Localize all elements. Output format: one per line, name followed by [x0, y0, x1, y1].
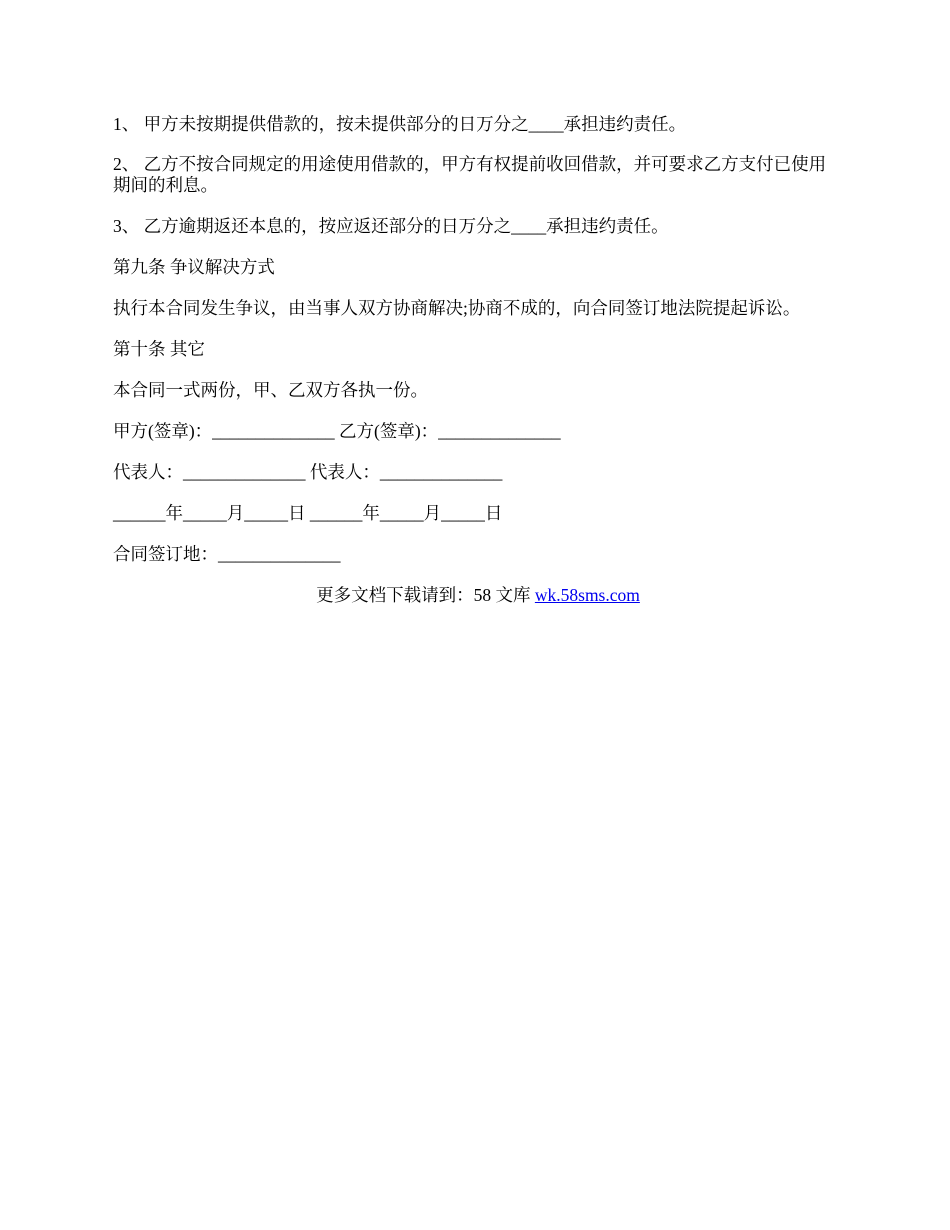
signature-date-line: ______年_____月_____日 ______年_____月_____日 [113, 503, 503, 523]
article-10-body: 本合同一式两份，甲、乙双方各执一份。 [113, 380, 428, 400]
clause-1 [113, 113, 843, 135]
clause-2 [113, 154, 843, 196]
footer-link[interactable]: wk.58sms.com [534, 585, 640, 605]
clause-3 [113, 215, 843, 237]
clause-1-number: 1、 [113, 114, 140, 134]
clause-3-number: 3、 [113, 216, 140, 236]
signature-representative-line: 代表人：______________ 代表人：______________ [113, 462, 503, 482]
clause-2-number: 2、 [113, 154, 140, 174]
signing-place-line: 合同签订地：______________ [113, 544, 341, 564]
clause-1-text: 甲方未按期提供借款的，按未提供部分的日万分之____承担违约责任。 [143, 114, 687, 134]
signature-party-line: 甲方(签章)：______________ 乙方(签章)：______________ [113, 421, 561, 441]
clause-2-text: 乙方不按合同规定的用途使用借款的，甲方有权提前收回借款，并可要求乙方支付已使用期间的利息。 [113, 154, 827, 195]
clause-3-text: 乙方逾期返还本息的，按应返还部分的日万分之____承担违约责任。 [143, 216, 669, 236]
footer-prefix: 更多文档下载请到：58 文库 [316, 585, 535, 605]
article-9-body: 执行本合同发生争议，由当事人双方协商解决;协商不成的，向合同签订地法院提起诉讼。 [113, 298, 801, 318]
article-9-heading: 第九条 争议解决方式 [113, 257, 275, 277]
article-10-heading: 第十条 其它 [113, 339, 205, 359]
document-content [113, 113, 843, 606]
footer [113, 584, 843, 606]
